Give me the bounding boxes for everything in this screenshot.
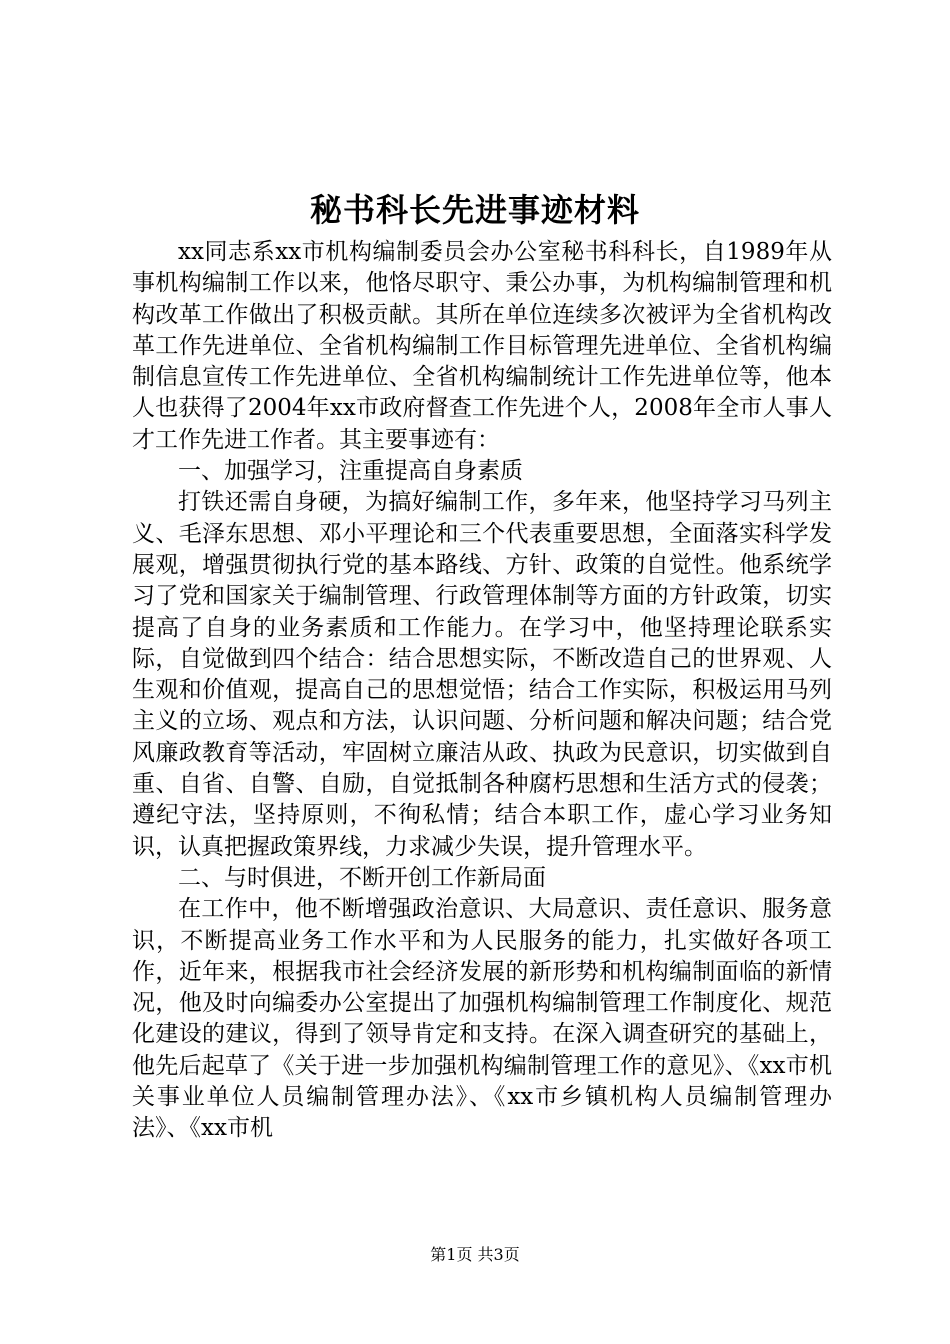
section-heading-2: 二、与时俱进，不断开创工作新局面 — [178, 864, 546, 891]
document-body — [132, 237, 832, 1145]
page-title: 秘书科长先进事迹材料 — [309, 191, 640, 229]
section-1-paragraph: 打铁还需自身硬，为搞好编制工作，多年来，他坚持学习马列主义、毛泽东思想、邓小平理论和三个代表重要思想，全面落实科学发展观，增强贯彻执行党的基本路线、方针、政策的自觉性。他系统学习了党和国家关于编制管理、行政管理体制等方面的方针政策，切实提高了自身的业务素质和工作能力。在学习中，他坚持理论联系实际，自觉做到四个结合：结合思想实际，不断改造自己的世界观、人生观和价值观，提高自己的思想觉悟；结合工作实际，积极运用马列主义的立场、观点和方法，认识问题、分析问题和解决问题；结合党风廉政教育等活动，牢固树立廉洁从政、执政为民意识，切实做到自重、自省、自警、自励，自觉抵制各种腐朽思想和生活方式的侵袭；遵纪守法，坚持原则，不徇私情；结合本职工作，虚心学习业务知识，认真把握政策界线，力求减少失误，提升管理水平。 — [132, 489, 832, 860]
intro-paragraph: xx同志系xx市机构编制委员会办公室秘书科科长，自1989年从事机构编制工作以来，他恪尽职守、秉公办事，为机构编制管理和机构改革工作做出了积极贡献。其所在单位连续多次被评为全省机构改革工作先进单位、全省机构编制工作目标管理先进单位、全省机构编制信息宣传工作先进单位、全省机构编制统计工作先进单位等，他本人也获得了2004年xx市政府督查工作先进个人，2008年全市人事人才工作先进工作者。其主要事迹有： — [132, 239, 832, 453]
page-footer: 第1页 共3页 — [430, 1245, 520, 1264]
section-2-paragraph: 在工作中，他不断增强政治意识、大局意识、责任意识、服务意识，不断提高业务工作水平和为人民服务的能力，扎实做好各项工作，近年来，根据我市社会经济发展的新形势和机构编制面临的新情况，他及时向编委办公室提出了加强机构编制管理工作制度化、规范化建设的建议，得到了领导肯定和支持。在深入调查研究的基础上，他先后起草了《关于进一步加强机构编制管理工作的意见》、《xx市机关事业单位人员编制管理办法》、《xx市乡镇机构人员编制管理办法》、《xx市机 — [132, 896, 832, 1142]
section-heading-1: 一、加强学习，注重提高自身素质 — [178, 458, 523, 485]
